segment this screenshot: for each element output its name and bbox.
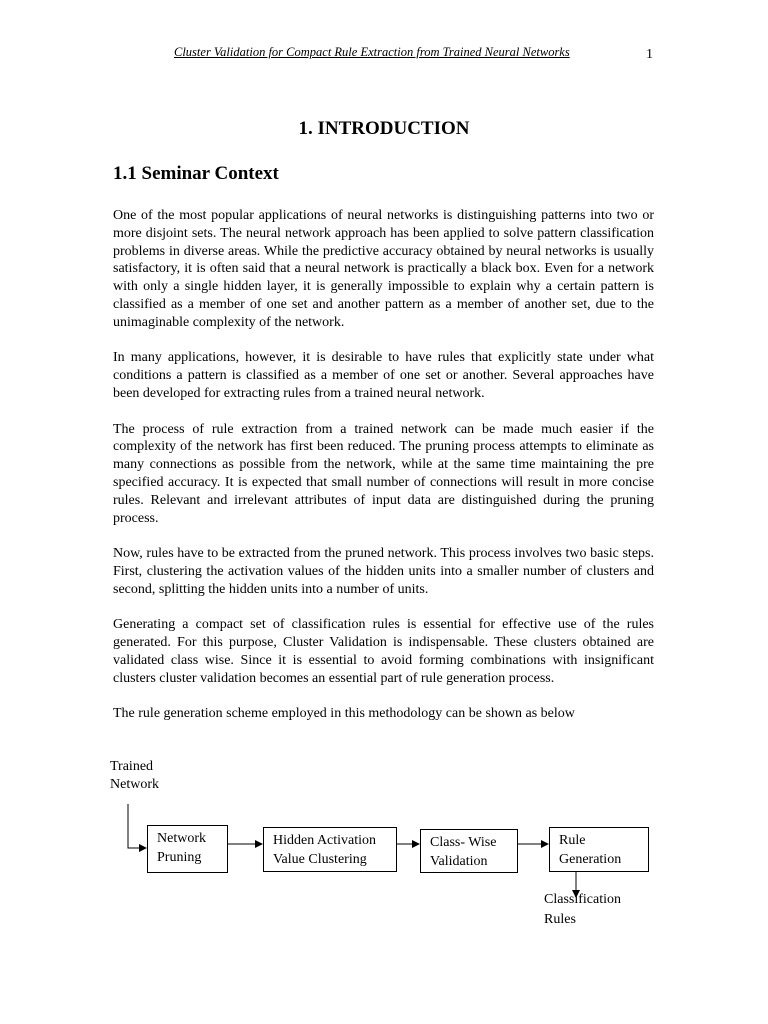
page-header bbox=[0, 45, 768, 65]
input-label-line2: Network bbox=[110, 777, 159, 792]
input-connector bbox=[128, 804, 146, 848]
step-class-wise-validation bbox=[420, 829, 518, 873]
body-text bbox=[113, 207, 654, 741]
step-3-line2: Validation bbox=[430, 854, 488, 869]
paragraph-5: Generating a compact set of classification rules is essential for effective use of the rules generated. For this purpose, Cluster Validation is indispensable. These clusters obtained are validated class wise. Since it is essential to avoid forming combinations with insignificant clusters cluster validation becomes an essential part of rule generation process. bbox=[113, 617, 654, 686]
step-hidden-activation-clustering bbox=[263, 827, 397, 872]
section-title: 1.1 Seminar Context bbox=[113, 163, 279, 184]
page-number: 1 bbox=[646, 47, 653, 62]
step-4-line2: Generation bbox=[559, 852, 622, 867]
output-label-line2: Rules bbox=[544, 912, 576, 927]
paragraph-6: The rule generation scheme employed in this methodology can be shown as below bbox=[113, 706, 575, 722]
paragraph-3: The process of rule extraction from a trained network can be made much easier if the complexity of the network has first been reduced. The pruning process attempts to eliminate as many connections as possible from the network, while at the same time maintaining the pre specified accuracy. It is expected that small number of connections will result in more concise rules. Relevant and irrelevant attributes of input data are distinguished during the pruning process. bbox=[113, 421, 654, 526]
running-header-title: Cluster Validation for Compact Rule Extraction from Trained Neural Networks bbox=[174, 45, 570, 59]
step-2-line1: Hidden Activation bbox=[273, 833, 377, 848]
step-3-line1: Class- Wise bbox=[430, 835, 497, 850]
input-label-line1: Trained bbox=[110, 759, 154, 774]
output-label bbox=[544, 890, 621, 930]
step-network-pruning bbox=[147, 825, 228, 873]
input-label bbox=[110, 758, 159, 794]
step-2-line2: Value Clustering bbox=[273, 852, 367, 867]
step-1-line2: Pruning bbox=[157, 850, 202, 865]
paragraph-2: In many applications, however, it is desirable to have rules that explicitly state under what conditions a pattern is classified as a member of one set or another. Several approaches have been developed for extracting rules from a trained neural network. bbox=[113, 350, 654, 401]
step-4-line1: Rule bbox=[559, 833, 586, 848]
paragraph-1: One of the most popular applications of neural networks is distinguishing patterns into two or more disjoint sets. The neural network approach has been applied to solve pattern classification problems in diverse areas. While the predictive accuracy obtained by neural networks is usually satisfactory, it is often said that a neural network is practically a black box. Even for a network with only a single hidden layer, it is generally impossible to explain why a certain pattern is classified as a member of one set and another pattern as a member of another set, due to the unimaginable complexity of the network. bbox=[113, 208, 654, 330]
step-1-line1: Network bbox=[157, 831, 206, 846]
chapter-title: 1. INTRODUCTION bbox=[298, 118, 470, 139]
paragraph-4: Now, rules have to be extracted from the pruned network. This process involves two basic steps. First, clustering the activation values of the hidden units into a smaller number of clusters and second, splitting the hidden units into a number of units. bbox=[113, 546, 654, 597]
step-rule-generation bbox=[549, 827, 649, 872]
output-label-line1: Classification bbox=[544, 892, 621, 907]
